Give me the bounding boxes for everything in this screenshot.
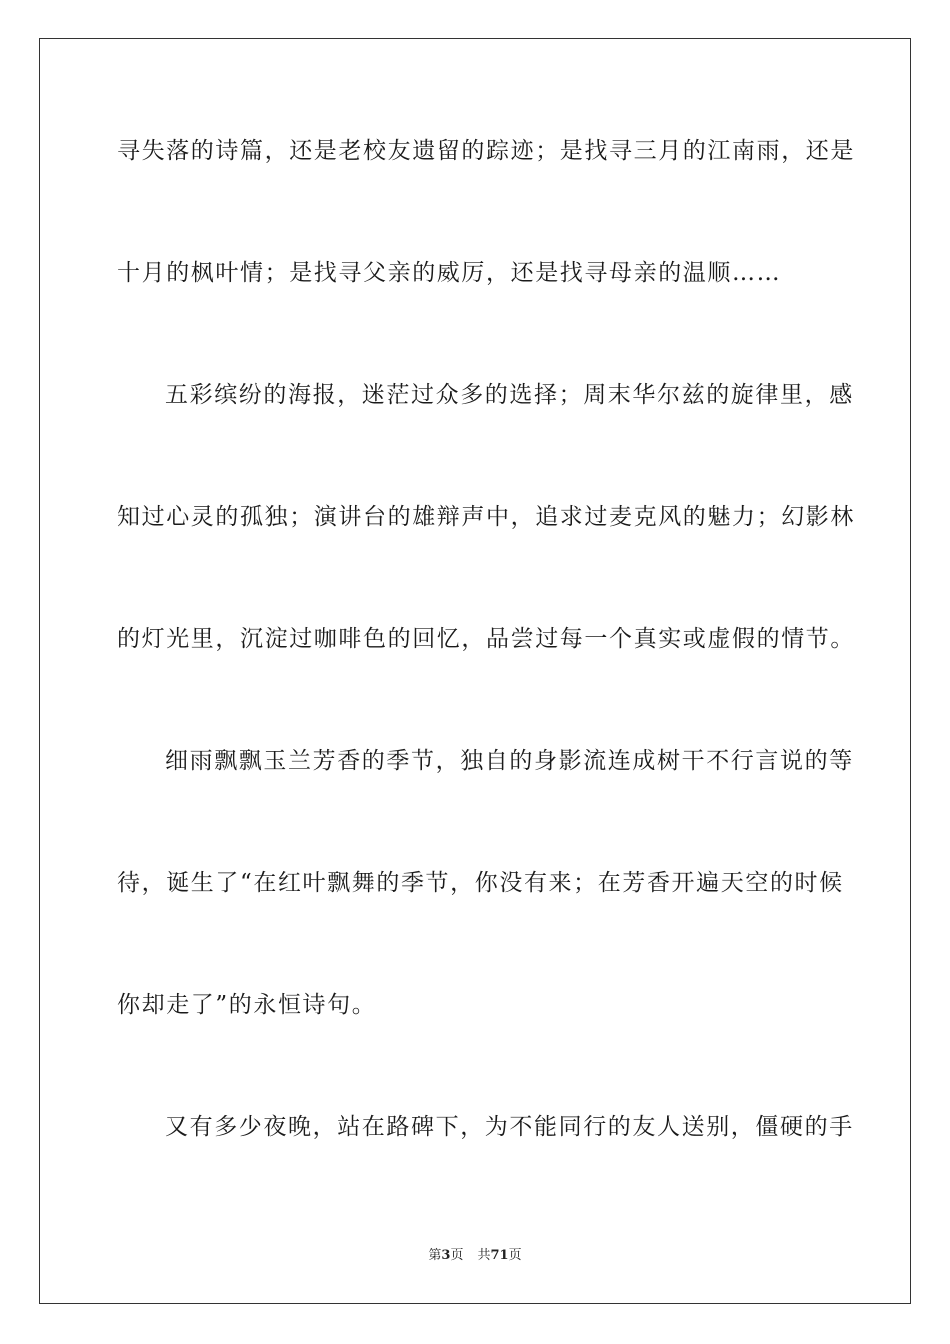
total-suffix: 页 — [508, 1248, 522, 1263]
page-prefix: 第 — [428, 1248, 442, 1263]
paragraph-start-line: 五彩缤纷的海报，迷茫过众多的选择；周末华尔兹的旋律里，感 — [165, 382, 854, 408]
body-text-line: 的灯光里，沉淀过咖啡色的回忆，品尝过每一个真实或虚假的情节。 — [117, 626, 855, 652]
page-suffix: 页 — [450, 1248, 464, 1263]
body-text-line: 寻失落的诗篇，还是老校友遗留的踪迹；是找寻三月的江南雨，还是 — [117, 138, 855, 164]
paragraph-start-line: 细雨飘飘玉兰芳香的季节，独自的身影流连成树干不行言说的等 — [165, 748, 854, 774]
page-number: 3 — [441, 1248, 451, 1263]
body-text-line: 待，诞生了“在红叶飘舞的季节，你没有来；在芳香开遍天空的时候 — [117, 870, 844, 896]
page-footer — [0, 1247, 950, 1265]
body-text-line: 你却走了”的永恒诗句。 — [117, 992, 377, 1018]
total-prefix: 共 — [477, 1248, 491, 1263]
body-text-line: 知过心灵的孤独；演讲台的雄辩声中，追求过麦克风的魅力；幻影林 — [117, 504, 855, 530]
paragraph-start-line: 又有多少夜晚，站在路碑下，为不能同行的友人送别，僵硬的手 — [165, 1114, 854, 1140]
body-text-line: 十月的枫叶情；是找寻父亲的威厉，还是找寻母亲的温顺…… — [117, 260, 782, 286]
total-pages: 71 — [490, 1248, 509, 1263]
